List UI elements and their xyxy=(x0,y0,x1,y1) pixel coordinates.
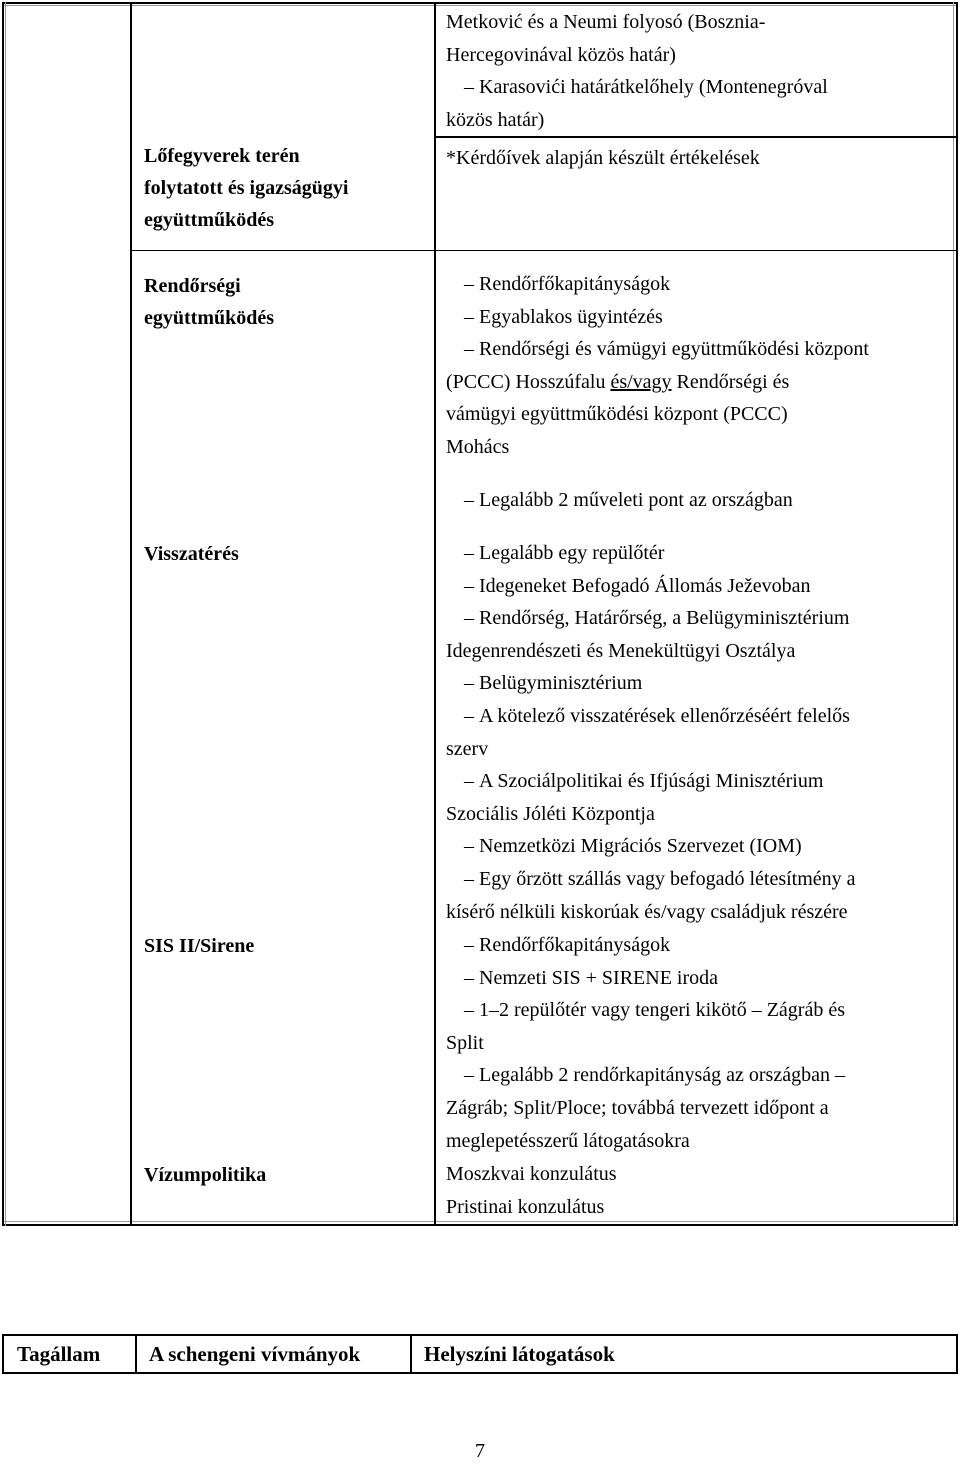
topic-firearms-judicial: Lőfegyverek terén folytatott és igazságügyi együttműködés xyxy=(144,145,349,231)
header-divider xyxy=(135,1336,137,1372)
header-site-visits: Helyszíni látogatások xyxy=(424,1342,615,1366)
list-item: – Nemzeti SIS + SIRENE iroda xyxy=(446,962,946,995)
list-item: Metković és a Neumi folyosó (Bosznia- xyxy=(446,11,766,33)
table-border-left-inner xyxy=(5,2,6,1226)
list-item: – 1–2 repülőtér vagy tengeri kikötő – Zágráb és xyxy=(446,994,946,1027)
list-item: – Rendőrfőkapitányságok xyxy=(446,929,946,962)
list-item: – Karasovići határátkelőhely (Montenegróval xyxy=(446,71,946,104)
header-table xyxy=(2,1334,958,1374)
page-number: 7 xyxy=(475,1440,485,1462)
table-border-right-inner xyxy=(953,2,954,1226)
list-item: – Egy őrzött szállás vagy befogadó létesítmény a xyxy=(446,863,946,896)
list-item: – Rendőrség, Határőrség, a Belügyminisztérium xyxy=(446,602,946,635)
return-sites xyxy=(446,537,946,928)
list-item: Mohács xyxy=(446,435,510,458)
list-item: (PCCC) Hosszúfalu és/vagy Rendőrségi és xyxy=(446,370,790,393)
list-item: – A kötelező visszatérések ellenőrzéséért felelős xyxy=(446,700,946,733)
row-border-crossings xyxy=(446,6,946,175)
header-member-state: Tagállam xyxy=(17,1342,101,1366)
table-border-top xyxy=(2,2,958,4)
list-item: – Idegeneket Befogadó Állomás Ježevoban xyxy=(446,570,946,603)
list-item: Hercegovinával közös határ) xyxy=(446,43,676,66)
topic-sis-sirene: SIS II/Sirene xyxy=(144,935,255,957)
list-item: Moszkvai konzulátus xyxy=(446,1163,617,1185)
list-item: – Legalább 2 rendőrkapitányság az országban – xyxy=(446,1059,946,1092)
header-divider xyxy=(410,1336,412,1372)
topic-return: Visszatérés xyxy=(144,543,239,565)
questionnaire-note: *Kérdőívek alapján készült értékelések xyxy=(446,147,760,170)
list-item: Idegenrendészeti és Menekültügyi Osztálya xyxy=(446,639,796,662)
list-item: Szociális Jóléti Központja xyxy=(446,802,655,825)
header-schengen-acquis: A schengeni vívmányok xyxy=(149,1342,361,1366)
column-divider-1 xyxy=(130,2,132,1226)
list-item: Split xyxy=(446,1031,484,1054)
list-item: – Rendőrfőkapitányságok xyxy=(446,268,946,301)
police-cooperation-sites xyxy=(446,268,946,516)
visa-policy-sites xyxy=(446,1158,946,1223)
list-item: közös határ) xyxy=(446,108,545,131)
list-item: szerv xyxy=(446,737,489,760)
list-item: – Belügyminisztérium xyxy=(446,667,946,700)
list-item: – Rendőrségi és vámügyi együttműködési központ xyxy=(446,333,946,366)
list-item: vámügyi együttműködési központ (PCCC) xyxy=(446,403,788,426)
list-item: – Legalább 2 műveleti pont az országban xyxy=(446,484,946,517)
topic-visa-policy: Vízumpolitika xyxy=(144,1164,267,1186)
sis-sirene-sites xyxy=(446,929,946,1157)
column-divider-2 xyxy=(434,2,436,1226)
topic-police-cooperation: Rendőrségi együttműködés xyxy=(144,275,275,329)
table-border-left xyxy=(2,2,4,1226)
row-divider-2 xyxy=(132,250,956,251)
list-item: Zágráb; Split/Ploce; továbbá tervezett időpont a xyxy=(446,1096,829,1119)
table-border-right xyxy=(956,2,958,1226)
list-item: – Legalább egy repülőtér xyxy=(446,537,946,570)
list-item: meglepetésszerű látogatásokra xyxy=(446,1129,690,1152)
list-item: kísérő nélküli kiskorúak és/vagy családjuk részére xyxy=(446,900,848,923)
table-border-bottom xyxy=(2,1224,958,1226)
list-item: Pristinai konzulátus xyxy=(446,1195,605,1218)
list-item: – Nemzetközi Migrációs Szervezet (IOM) xyxy=(446,830,946,863)
list-item: – A Szociálpolitikai és Ifjúsági Minisztérium xyxy=(446,765,946,798)
list-item: – Egyablakos ügyintézés xyxy=(446,301,946,334)
